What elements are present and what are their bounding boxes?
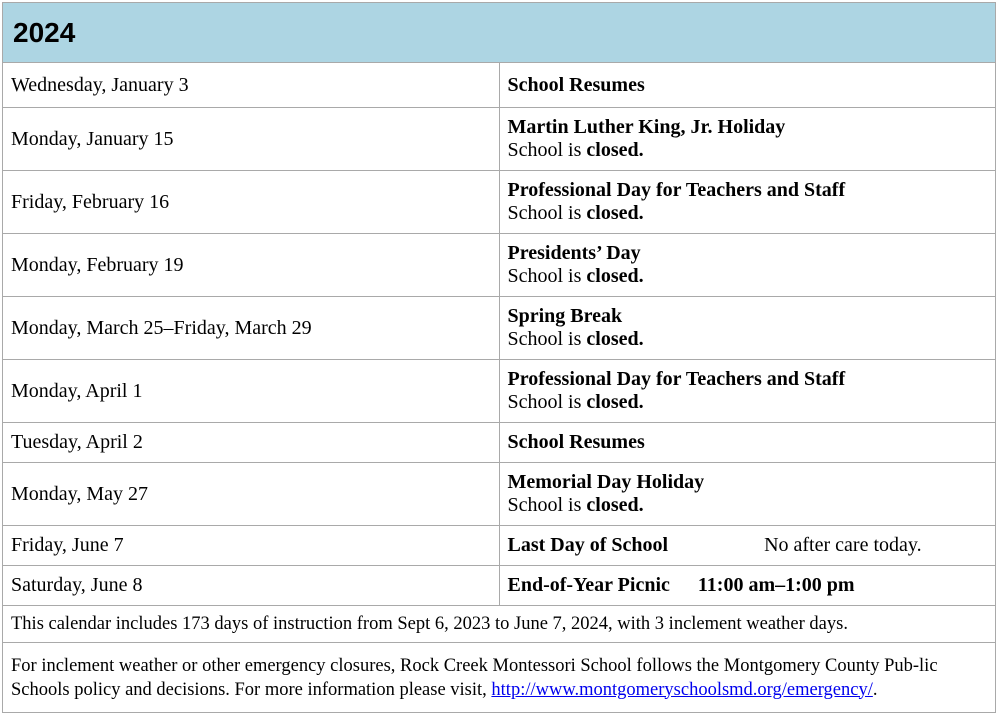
row-date: Friday, June 7	[3, 526, 500, 566]
closure-status	[508, 391, 988, 414]
event-title: Professional Day for Teachers and Staff	[507, 179, 846, 201]
status-prefix: School is	[507, 328, 587, 350]
status-prefix: School is	[507, 139, 587, 161]
instruction-note: This calendar includes 173 days of instruction from Sept 6, 2023 to June 7, 2024, with 3 inclement weather days.	[3, 606, 996, 643]
event-title: Martin Luther King, Jr. Holiday	[507, 116, 786, 138]
status-word: closed.	[586, 265, 644, 287]
status-word: closed.	[586, 202, 644, 224]
status-prefix: School is	[507, 391, 587, 413]
calendar-row	[3, 360, 996, 423]
event-time: 11:00 am–1:00 pm	[697, 574, 855, 596]
row-date: Monday, January 15	[3, 108, 500, 171]
calendar-row	[3, 526, 996, 566]
calendar-row	[3, 423, 996, 463]
calendar-row	[3, 234, 996, 297]
event-title: School Resumes	[507, 73, 645, 96]
event-title: End-of-Year Picnic	[507, 574, 670, 596]
status-prefix: School is	[507, 202, 587, 224]
calendar-row	[3, 108, 996, 171]
closure-status	[508, 139, 988, 162]
emergency-note	[3, 643, 996, 713]
status-word: closed.	[586, 391, 644, 413]
row-event	[499, 108, 996, 171]
row-event	[499, 297, 996, 360]
row-date: Saturday, June 8	[3, 566, 500, 606]
row-date: Monday, March 25–Friday, March 29	[3, 297, 500, 360]
event-title: Presidents’ Day	[507, 242, 641, 264]
event-title: School Resumes	[507, 431, 645, 453]
status-prefix: School is	[507, 494, 587, 516]
status-prefix: School is	[507, 265, 587, 287]
emergency-note-row	[3, 643, 996, 713]
event-title: Professional Day for Teachers and Staff	[507, 368, 846, 390]
calendar-row	[3, 171, 996, 234]
event-note: No after care today.	[764, 534, 922, 556]
calendar-row	[3, 463, 996, 526]
row-event	[499, 463, 996, 526]
instruction-note-row	[3, 606, 996, 643]
emergency-end: .	[872, 679, 878, 700]
calendar-row	[3, 63, 996, 108]
event-title: Spring Break	[507, 305, 623, 327]
row-date: Monday, May 27	[3, 463, 500, 526]
row-date: Wednesday, January 3	[3, 63, 500, 108]
emergency-link[interactable]: http://www.montgomeryschoolsmd.org/emergency/	[491, 679, 873, 700]
row-event	[499, 234, 996, 297]
year-header-row	[3, 3, 996, 63]
status-word: closed.	[586, 328, 644, 350]
row-event	[499, 566, 996, 606]
status-word: closed.	[586, 139, 644, 161]
event-title: Memorial Day Holiday	[507, 471, 705, 493]
calendar-row	[3, 297, 996, 360]
row-date: Friday, February 16	[3, 171, 500, 234]
row-date: Tuesday, April 2	[3, 423, 500, 463]
closure-status	[508, 494, 988, 517]
row-event	[499, 171, 996, 234]
row-event	[499, 423, 996, 463]
status-word: closed.	[586, 494, 644, 516]
closure-status	[508, 328, 988, 351]
school-calendar-table	[2, 2, 996, 713]
closure-status	[508, 265, 988, 288]
closure-status	[508, 202, 988, 225]
row-event	[499, 526, 996, 566]
row-event	[499, 63, 996, 108]
row-event	[499, 360, 996, 423]
row-date: Monday, February 19	[3, 234, 500, 297]
emergency-text: For inclement weather or other emergency closures, Rock Creek Montessori School follows the Montgomery County Pub-lic Schools policy and decisions. For more information please visit,	[11, 655, 938, 700]
event-title: Last Day of School	[507, 534, 669, 556]
year-heading: 2024	[3, 3, 996, 63]
row-date: Monday, April 1	[3, 360, 500, 423]
calendar-row	[3, 566, 996, 606]
